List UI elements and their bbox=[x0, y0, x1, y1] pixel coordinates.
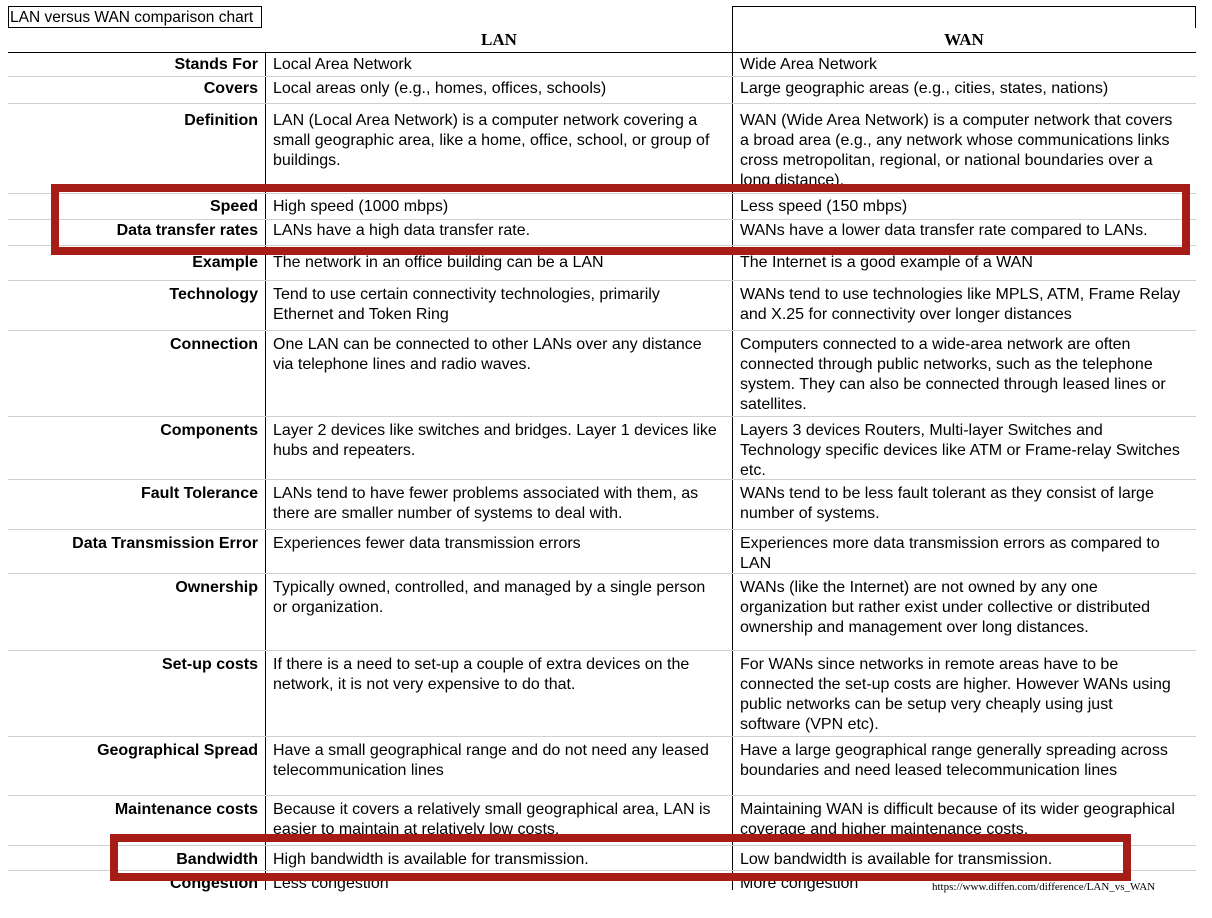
row-label: Technology bbox=[169, 286, 258, 303]
row-label: Example bbox=[192, 254, 258, 271]
highlight-box-speed-transfer bbox=[51, 184, 1190, 255]
row-divider bbox=[8, 650, 1196, 651]
lan-cell: LANs have a high data transfer rate. bbox=[273, 222, 531, 239]
caption-underline bbox=[8, 27, 262, 28]
wan-cell: LAN bbox=[740, 555, 772, 572]
lan-cell: network, it is not very expensive to do that. bbox=[273, 676, 576, 693]
table-top-border bbox=[732, 6, 1196, 7]
row-divider bbox=[8, 736, 1196, 737]
wan-cell: software (VPN etc). bbox=[740, 716, 879, 733]
lan-cell: easier to maintain at relatively low costs. bbox=[273, 821, 560, 838]
column-header-lan: LAN bbox=[481, 30, 517, 49]
row-label: Components bbox=[160, 422, 258, 439]
row-label: Data transfer rates bbox=[116, 222, 258, 239]
wan-cell: ownership and management over long distances. bbox=[740, 619, 1089, 636]
row-divider bbox=[8, 416, 1196, 417]
lan-cell: Because it covers a relatively small geographical area, LAN is bbox=[273, 801, 711, 818]
row-label: Covers bbox=[203, 80, 258, 97]
column-divider-label-lan bbox=[265, 52, 266, 890]
row-label: Congestion bbox=[170, 875, 258, 892]
wan-cell: etc. bbox=[740, 462, 766, 479]
highlight-box-bandwidth bbox=[110, 834, 1131, 881]
row-label: Set-up costs bbox=[161, 656, 258, 673]
row-label: Connection bbox=[170, 336, 258, 353]
row-label: Stands For bbox=[174, 56, 258, 73]
wan-cell: More congestion bbox=[740, 875, 859, 892]
row-label: Bandwidth bbox=[176, 851, 258, 868]
wan-cell: connected through public networks, such as the telephone bbox=[740, 356, 1153, 373]
lan-cell: Local areas only (e.g., homes, offices, schools) bbox=[273, 80, 607, 97]
wan-cell: Maintaining WAN is difficult because of its wider geographical bbox=[740, 801, 1175, 818]
row-divider bbox=[8, 76, 1196, 77]
wan-cell: Computers connected to a wide-area network are often bbox=[740, 336, 1131, 353]
wan-cell: a broad area (e.g., any network whose communications links bbox=[740, 132, 1170, 149]
row-label: Geographical Spread bbox=[97, 742, 258, 759]
lan-cell: there are smaller number of systems to deal with. bbox=[273, 505, 623, 522]
lan-cell: hubs and repeaters. bbox=[273, 442, 416, 459]
wan-cell: WANs have a lower data transfer rate compared to LANs. bbox=[740, 222, 1148, 239]
wan-cell: boundaries and need leased telecommunication lines bbox=[740, 762, 1118, 779]
lan-cell: Typically owned, controlled, and managed by a single person bbox=[273, 579, 706, 596]
column-divider-lan-wan bbox=[732, 6, 733, 890]
row-label: Speed bbox=[209, 198, 258, 215]
row-label: Ownership bbox=[175, 579, 258, 596]
wan-cell: Large geographic areas (e.g., cities, states, nations) bbox=[740, 80, 1109, 97]
table-caption: LAN versus WAN comparison chart bbox=[8, 6, 262, 27]
wan-cell: WANs tend to use technologies like MPLS, ATM, Frame Relay bbox=[740, 286, 1181, 303]
lan-cell: or organization. bbox=[273, 599, 384, 616]
wan-cell: connected the set-up costs are higher. However WANs using bbox=[740, 676, 1171, 693]
lan-cell: LANs tend to have fewer problems associated with them, as bbox=[273, 485, 699, 502]
row-divider bbox=[8, 795, 1196, 796]
lan-cell: Tend to use certain connectivity technologies, primarily bbox=[273, 286, 660, 303]
lan-cell: Layer 2 devices like switches and bridges. Layer 1 devices like bbox=[273, 422, 717, 439]
row-label: Definition bbox=[184, 112, 258, 129]
wan-cell: coverage and higher maintenance costs. bbox=[740, 821, 1029, 838]
lan-cell: One LAN can be connected to other LANs over any distance bbox=[273, 336, 702, 353]
lan-cell: Local Area Network bbox=[273, 56, 412, 73]
wan-cell: Low bandwidth is available for transmission. bbox=[740, 851, 1053, 868]
lan-cell: High bandwidth is available for transmission. bbox=[273, 851, 589, 868]
wan-cell: public networks can be setup very cheaply using just bbox=[740, 696, 1113, 713]
lan-cell: Ethernet and Token Ring bbox=[273, 306, 449, 323]
row-divider bbox=[8, 330, 1196, 331]
source-url: https://www.diffen.com/difference/LAN_vs_WAN bbox=[932, 881, 1156, 893]
table-right-border bbox=[1195, 6, 1196, 28]
row-divider bbox=[8, 280, 1196, 281]
wan-cell: satellites. bbox=[740, 396, 807, 413]
wan-cell: number of systems. bbox=[740, 505, 880, 522]
wan-cell: Have a large geographical range generally spreading across bbox=[740, 742, 1168, 759]
row-label: Maintenance costs bbox=[114, 801, 258, 818]
row-divider bbox=[8, 52, 1196, 53]
wan-cell: system. They can also be connected through leased lines or bbox=[740, 376, 1166, 393]
wan-cell: WAN (Wide Area Network) is a computer network that covers bbox=[740, 112, 1173, 129]
lan-cell: Have a small geographical range and do not need any leased bbox=[273, 742, 709, 759]
lan-cell: Less congestion bbox=[273, 875, 389, 892]
lan-cell: The network in an office building can be a LAN bbox=[273, 254, 604, 271]
wan-cell: For WANs since networks in remote areas have to be bbox=[740, 656, 1119, 673]
wan-cell: Wide Area Network bbox=[740, 56, 877, 73]
lan-cell: High speed (1000 mbps) bbox=[273, 198, 449, 215]
row-divider bbox=[8, 103, 1196, 104]
wan-cell: Less speed (150 mbps) bbox=[740, 198, 908, 215]
lan-cell: telecommunication lines bbox=[273, 762, 444, 779]
wan-cell: WANs tend to be less fault tolerant as they consist of large bbox=[740, 485, 1154, 502]
column-header-wan: WAN bbox=[944, 30, 984, 49]
wan-cell: long distance). bbox=[740, 172, 845, 189]
wan-cell: The Internet is a good example of a WAN bbox=[740, 254, 1033, 271]
wan-cell: cross metropolitan, regional, or national boundaries over a bbox=[740, 152, 1153, 169]
row-label: Fault Tolerance bbox=[140, 485, 258, 502]
row-divider bbox=[8, 529, 1196, 530]
row-label: Data Transmission Error bbox=[72, 535, 258, 552]
lan-cell: LAN (Local Area Network) is a computer network covering a bbox=[273, 112, 698, 129]
wan-cell: and X.25 for connectivity over longer distances bbox=[740, 306, 1072, 323]
lan-cell: small geographic area, like a home, office, school, or group of bbox=[273, 132, 710, 149]
wan-cell: Experiences more data transmission errors as compared to bbox=[740, 535, 1160, 552]
lan-cell: If there is a need to set-up a couple of extra devices on the bbox=[273, 656, 690, 673]
wan-cell: Layers 3 devices Routers, Multi-layer Switches and bbox=[740, 422, 1103, 439]
wan-cell: WANs (like the Internet) are not owned by any one bbox=[740, 579, 1098, 596]
wan-cell: Technology specific devices like ATM or Frame-relay Switches bbox=[740, 442, 1180, 459]
lan-cell: buildings. bbox=[273, 152, 341, 169]
wan-cell: organization but rather exist under collective or distributed bbox=[740, 599, 1150, 616]
lan-cell: Experiences fewer data transmission errors bbox=[273, 535, 581, 552]
lan-cell: via telephone lines and radio waves. bbox=[273, 356, 531, 373]
